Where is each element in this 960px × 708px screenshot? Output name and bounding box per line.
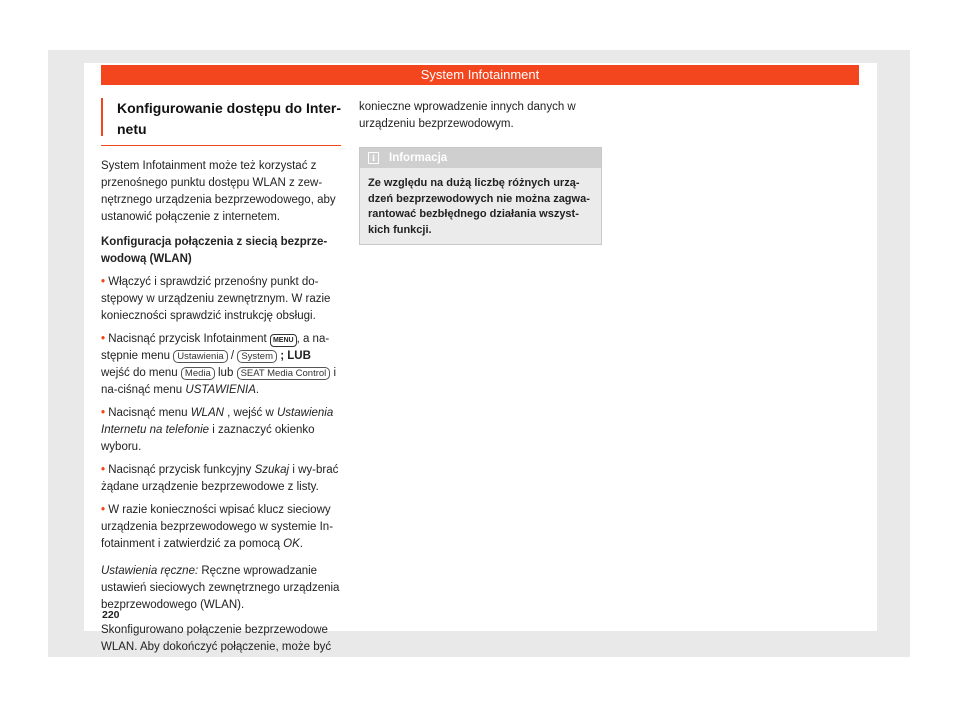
info-icon: i [368, 152, 379, 164]
info-note [359, 147, 602, 245]
bullet-icon: • [101, 464, 106, 476]
intro-paragraph: System Infotainment może też korzystać z przenośnego punktu dostępu WLAN z zew-nętrznego urządzenia bezprzewodowego, aby ustanowić połączenie z internetem. [101, 160, 336, 223]
section-title [101, 98, 341, 140]
closing-paragraph-cont: konieczne wprowadzenie innych danych w urządzeniu bezprzewodowym. [359, 101, 576, 130]
definition-desc-first: Ręczne wprowadzanie ustawień sieciowych zewnętrznego urządzenia bezprzewodowego (WLAN). [101, 565, 340, 611]
step-3: • Nacisnąć menu WLAN , wejść w Ustawienia Internetu na telefonie i zaznaczyć okienko wyboru. [101, 407, 334, 453]
bullet-icon: • [101, 504, 106, 516]
right-column [359, 99, 600, 245]
key-system: System [237, 350, 277, 363]
definition-item [101, 563, 341, 614]
section-title-line2: netu [117, 121, 147, 137]
chapter-header: System Infotainment [101, 65, 859, 85]
step-5: • W razie konieczności wpisać klucz sieciowy urządzenia bezprzewodowego w systemie In-fotainment i zatwierdzić za pomocą OK. [101, 504, 334, 550]
bullet-icon: • [101, 333, 106, 345]
step-4: • Nacisnąć przycisk funkcyjny Szukaj i wy-brać żądane urządzenie bezprzewodowe z listy. [101, 464, 339, 493]
menu-button-icon: MENU [270, 334, 297, 347]
note-heading: Informacja [389, 152, 448, 164]
bullet-icon: • [101, 407, 106, 419]
key-ustawienia: Ustawienia [173, 350, 227, 363]
left-column [101, 98, 341, 664]
closing-paragraph: Skonfigurowano połączenie bezprzewodowe WLAN. Aby dokończyć połączenie, może być [101, 624, 332, 653]
key-seat-media-control: SEAT Media Control [237, 367, 331, 380]
note-body: Ze względu na dużą liczbę różnych urzą-dzeń bezprzewodowych nie można zagwa-rantować bezbłędnego działania wszyst-kich funkcji. [360, 168, 601, 244]
step-1: • Włączyć i sprawdzić przenośny punkt do-stępowy w urządzeniu zewnętrznym. W razie konieczności sprawdzić instrukcję obsługi. [101, 276, 331, 322]
step-2: • Nacisnąć przycisk Infotainment MENU , a na-stępnie menu Ustawienia / System ; LUB wejść do menu Media lub SEAT Media Control i na-ciśnąć menu USTAWIENIA. [101, 333, 337, 396]
title-accent-bar [101, 98, 103, 136]
bullet-icon: • [101, 276, 106, 288]
note-header [360, 148, 601, 168]
key-media: Media [181, 367, 215, 380]
section-title-line1: Konfigurowanie dostępu do Inter- [117, 100, 341, 116]
page-number: 220 [102, 609, 120, 621]
subheading: Konfiguracja połączenia z siecią bezprze-wodową (WLAN) [101, 236, 328, 265]
title-rule [101, 145, 341, 146]
definition-term: Ustawienia ręczne: [101, 565, 199, 577]
